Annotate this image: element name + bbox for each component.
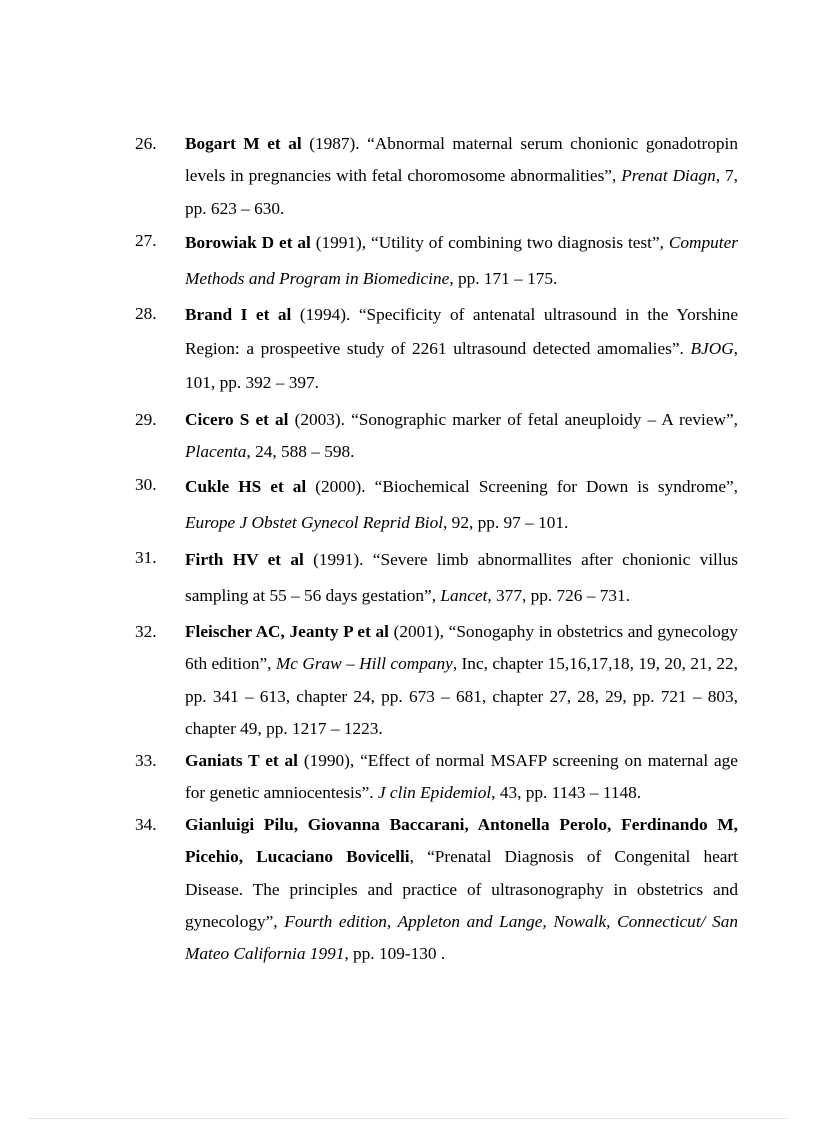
- reference-title: (1991). “Severe limb abnormallites after chonionic villus sampling at 55 – 56 days gestation”,: [185, 550, 738, 605]
- reference-source: Fourth edition, Appleton and Lange, Nowalk, Connecticut/ San Mateo California 1991: [185, 911, 738, 964]
- reference-author: Brand I et al: [185, 305, 292, 324]
- reference-text: [185, 809, 738, 970]
- reference-title: , “Prenatal Diagnosis of Congenital heart Disease. The principles and practice of ultrasonography in obstetrics and gynecology”,: [185, 847, 738, 931]
- reference-author: Cukle HS et al: [185, 477, 307, 496]
- reference-number: 26.: [135, 134, 157, 153]
- reference-text: [185, 745, 738, 810]
- page-bottom-border: [28, 1118, 788, 1119]
- reference-text: [185, 542, 738, 614]
- reference-number: 31.: [135, 548, 157, 567]
- reference-source: Computer Methods and Program in Biomedicine: [185, 233, 738, 288]
- reference-details: , 43, pp. 1143 – 1148.: [491, 783, 642, 803]
- reference-author: Fleischer AC, Jeanty P et al: [185, 622, 389, 641]
- reference-source: Placenta: [185, 442, 247, 462]
- reference-title: (2000). “Biochemical Screening for Down is syndrome”,: [306, 477, 738, 496]
- reference-source: BJOG: [690, 339, 734, 358]
- reference-title: (1990), “Effect of normal MSAFP screening on maternal age for genetic amniocentesis”.: [185, 751, 738, 803]
- reference-title: (1987). “Abnormal maternal serum chonionic gonadotropin levels in pregnancies with fetal choromosome abnormalities”,: [185, 134, 739, 186]
- reference-text: [185, 469, 738, 541]
- reference-number: 29.: [135, 410, 157, 429]
- reference-number: 32.: [135, 622, 157, 641]
- reference-source: Lancet: [440, 586, 488, 605]
- reference-author: Borowiak D et al: [185, 233, 311, 252]
- reference-number: 27.: [135, 231, 157, 250]
- reference-details: , 377, pp. 726 – 731.: [487, 586, 630, 605]
- reference-text: [185, 616, 738, 745]
- reference-text: [185, 404, 738, 469]
- reference-details: , 101, pp. 392 – 397.: [185, 339, 738, 392]
- reference-title: (2003). “Sonographic marker of fetal aneuploidy – A review”,: [288, 410, 738, 429]
- reference-title: (1994). “Specificity of antenatal ultrasound in the Yorshine Region: a prospeetive study of 2261 ultrasound detected amomalies”.: [185, 305, 738, 358]
- reference-title: (1991), “Utility of combining two diagnosis test”,: [310, 233, 669, 252]
- reference-text: [185, 298, 738, 400]
- reference-author: Firth HV et al: [185, 550, 304, 569]
- reference-author: Gianluigi Pilu, Giovanna Baccarani, Antonella Perolo, Ferdinando M, Picehio, Lucaciano Bovicelli: [185, 815, 738, 867]
- reference-text: [185, 225, 738, 297]
- reference-details: , 7, pp. 623 – 630.: [185, 166, 739, 218]
- reference-number: 30.: [135, 475, 157, 494]
- reference-text: [185, 128, 738, 225]
- reference-title: (2001), “Sonogaphy in obstetrics and gynecology 6th edition”,: [185, 622, 738, 674]
- reference-source: Mc Graw – Hill company: [275, 654, 453, 674]
- reference-number: 28.: [135, 304, 157, 323]
- reference-author: Cicero S et al: [185, 410, 289, 429]
- reference-source: Europe J Obstet Gynecol Reprid Biol: [185, 513, 444, 532]
- reference-details: , pp. 171 – 175.: [449, 269, 558, 288]
- reference-author: Ganiats T et al: [185, 751, 298, 770]
- reference-details: , Inc, chapter 15,16,17,18, 19, 20, 21, 22, pp. 341 – 613, chapter 24, pp. 673 – 681, chapter 27, 28, 29, pp. 721 – 803, chapter 49, pp. 1217 – 1223.: [185, 654, 738, 738]
- reference-details: , 24, 588 – 598.: [246, 442, 355, 462]
- reference-number: 33.: [135, 751, 157, 770]
- reference-source: Prenat Diagn: [621, 166, 716, 186]
- reference-details: , 92, pp. 97 – 101.: [443, 513, 569, 532]
- reference-number: 34.: [135, 815, 157, 834]
- reference-author: Bogart M et al: [185, 134, 302, 153]
- reference-source: J clin Epidemiol: [377, 783, 492, 803]
- reference-details: , pp. 109-130 .: [344, 944, 446, 964]
